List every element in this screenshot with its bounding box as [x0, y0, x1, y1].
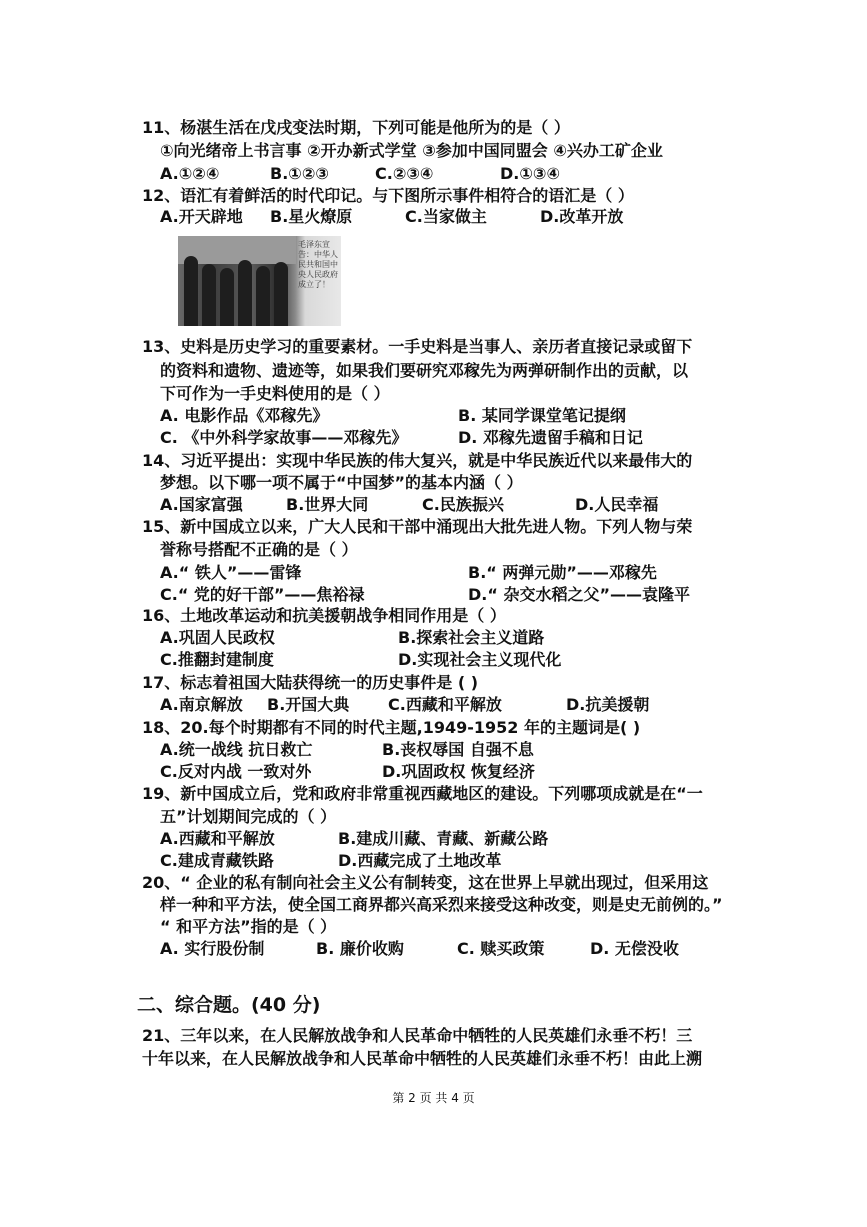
q17-stem: 17、标志着祖国大陆获得统一的历史事件是 ( ) — [142, 673, 479, 692]
q15-option-d: D.“ 杂交水稻之父”——袁隆平 — [468, 585, 690, 604]
q19-option-a: A.西藏和平解放 — [160, 829, 275, 848]
section-2-heading: 二、综合题。(40 分) — [137, 994, 321, 1016]
q21-line-1: 21、三年以来，在人民解放战争和人民革命中牺牲的人民英雄们永垂不朽！三 — [142, 1026, 693, 1045]
q14-option-b: B.世界大同 — [286, 495, 369, 514]
q13-line-2: 的资料和遗物、遗迹等，如果我们要研究邓稼先为两弹研制作出的贡献，以 — [160, 361, 689, 380]
q15-option-b: B.“ 两弹元勋”——邓稼先 — [468, 563, 657, 582]
q19-line-2: 五”计划期间完成的（ ） — [160, 807, 337, 826]
q20-option-a: A. 实行股份制 — [160, 939, 265, 958]
q16-stem: 16、土地改革运动和抗美援朝战争相同作用是（ ） — [142, 606, 506, 625]
q15-option-a: A.“ 铁人”——雷锋 — [160, 563, 302, 582]
q19-option-c: C.建成青藏铁路 — [160, 851, 274, 870]
q16-option-c: C.推翻封建制度 — [160, 650, 274, 669]
q20-option-b: B. 廉价收购 — [316, 939, 404, 958]
q18-option-c: C.反对内战 一致对外 — [160, 762, 312, 781]
q15-line-2: 誉称号搭配不正确的是（ ） — [160, 540, 358, 559]
q16-option-d: D.实现社会主义现代化 — [398, 650, 562, 669]
q12-option-a: A.开天辟地 — [160, 207, 243, 226]
q12-option-d: D.改革开放 — [540, 207, 624, 226]
q13-option-b: B. 某同学课堂笔记提纲 — [458, 406, 626, 425]
q11-option-a: A.①②④ — [160, 164, 220, 183]
q18-stem: 18、20.每个时期都有不同的时代主题,1949-1952 年的主题词是( ) — [142, 718, 641, 737]
q19-option-d: D.西藏完成了土地改革 — [338, 851, 502, 870]
q21-line-2: 十年以来，在人民解放战争和人民革命中牺牲的人民英雄们永垂不朽！由此上溯 — [142, 1049, 703, 1068]
q15-line-1: 15、新中国成立以来，广大人民和干部中涌现出大批先进人物。下列人物与荣 — [142, 517, 693, 536]
q12-stem: 12、语汇有着鲜活的时代印记。与下图所示事件相符合的语汇是（ ） — [142, 186, 634, 205]
q18-option-d: D.巩固政权 恢复经济 — [382, 762, 535, 781]
q11-option-c: C.②③④ — [375, 164, 434, 183]
q13-option-d: D. 邓稼先遗留手稿和日记 — [458, 428, 643, 447]
q12-option-b: B.星火燎原 — [270, 207, 353, 226]
q18-option-b: B.丧权辱国 自强不息 — [382, 740, 534, 759]
q16-option-a: A.巩固人民政权 — [160, 628, 275, 647]
q11-stem: 11、杨湛生活在戊戌变法时期，下列可能是他所为的是（ ） — [142, 118, 570, 137]
q14-option-c: C.民族振兴 — [422, 495, 504, 514]
q12-option-c: C.当家做主 — [405, 207, 487, 226]
q20-option-d: D. 无偿没收 — [590, 939, 679, 958]
page-number: 第 2 页 共 4 页 — [392, 1091, 475, 1105]
q11-option-b: B.①②③ — [270, 164, 329, 183]
photo-caption: 毛泽东宣告：中华人民共和国中央人民政府成立了！ — [298, 240, 338, 289]
q13-line-3: 下可作为一手史料使用的是（ ） — [160, 384, 390, 403]
q14-option-d: D.人民幸福 — [575, 495, 659, 514]
q14-line-1: 14、习近平提出：实现中华民族的伟大复兴，就是中华民族近代以来最伟大的 — [142, 451, 693, 470]
q19-option-b: B.建成川藏、青藏、新藏公路 — [338, 829, 549, 848]
q17-option-a: A.南京解放 — [160, 695, 243, 714]
q20-line-1: 20、“ 企业的私有制向社会主义公有制转变，这在世界上早就出现过，但采用这 — [142, 873, 709, 892]
q11-items: ①向光绪帝上书言事 ②开办新式学堂 ③参加中国同盟会 ④兴办工矿企业 — [160, 141, 663, 160]
q15-option-c: C.“ 党的好干部”——焦裕禄 — [160, 585, 365, 604]
q17-option-c: C.西藏和平解放 — [388, 695, 502, 714]
q19-line-1: 19、新中国成立后，党和政府非常重视西藏地区的建设。下列哪项成就是在“一 — [142, 784, 703, 803]
q14-line-2: 梦想。以下哪一项不属于“中国梦”的基本内涵（ ） — [160, 473, 523, 492]
q18-option-a: A.统一战线 抗日救亡 — [160, 740, 313, 759]
q14-option-a: A.国家富强 — [160, 495, 243, 514]
q17-option-d: D.抗美援朝 — [566, 695, 650, 714]
q20-line-2: 样一种和平方法，使全国工商界都兴高采烈来接受这种改变，则是史无前例的。” — [160, 895, 723, 914]
q11-option-d: D.①③④ — [500, 164, 560, 183]
q20-line-3: “ 和平方法”指的是（ ） — [160, 917, 337, 936]
q13-line-1: 13、史料是历史学习的重要素材。一手史料是当事人、亲历者直接记录或留下 — [142, 337, 693, 356]
q13-option-c: C. 《中外科学家故事——邓稼先》 — [160, 428, 408, 447]
founding-ceremony-photo — [178, 236, 341, 326]
q16-option-b: B.探索社会主义道路 — [398, 628, 545, 647]
q13-option-a: A. 电影作品《邓稼先》 — [160, 406, 329, 425]
q17-option-b: B.开国大典 — [267, 695, 350, 714]
q20-option-c: C. 赎买政策 — [457, 939, 545, 958]
